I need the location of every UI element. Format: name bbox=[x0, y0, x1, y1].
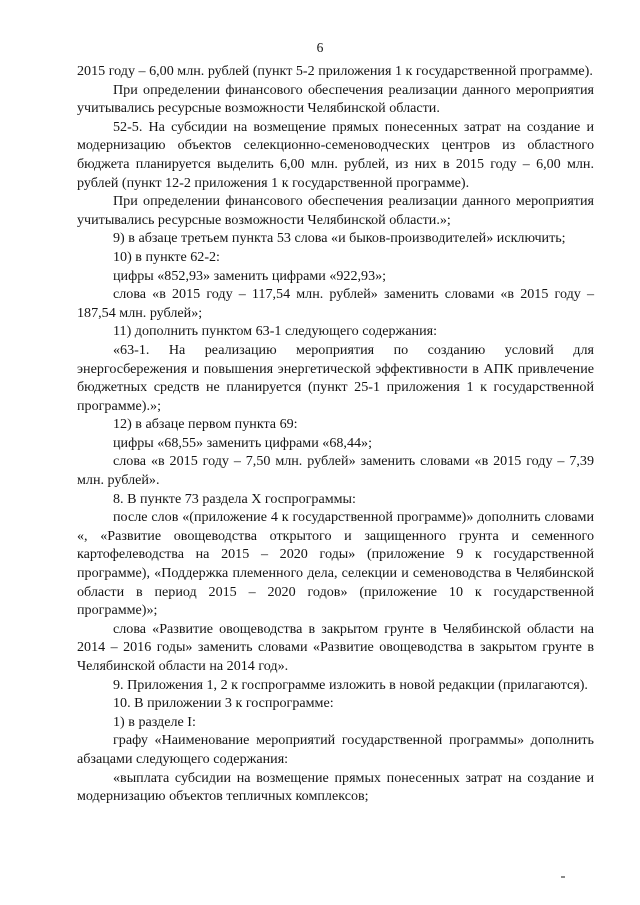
paragraph: «выплата субсидии на возмещение прямых понесенных затрат на создание и модернизацию объектов тепличных комплексов; bbox=[77, 769, 594, 805]
paragraph: графу «Наименование мероприятий государственной программы» дополнить абзацами следующего содержания: bbox=[77, 732, 594, 767]
paragraph: 2015 году – 6,00 млн. рублей (пункт 5-2 приложения 1 к государственной программе). bbox=[77, 63, 593, 79]
paragraph: 12) в абзаце первом пункта 69: bbox=[113, 416, 298, 433]
paragraph: 1) в разделе I: bbox=[113, 713, 196, 730]
paragraph: «63-1. На реализацию мероприятия по созданию условий для энергосбережения и повышения энергетической эффективности в АПК привлечение бюджетных средств не планируется (пункт 25-1 приложения 1 к государственной программе).»; bbox=[77, 341, 594, 414]
paragraph: после слов «(приложение 4 к государственной программе)» дополнить словами «, «Развитие овощеводства открытого и защищенного грунта и семенного картофелеводства на 2015 – 2020 годы» (приложение 9 к государственной программе), «Поддержка племенного дела, селекции и семеноводства в Челябинской области в период 2015 – 2020 годов» (приложение 10 к государственной программе)»; bbox=[77, 509, 594, 619]
paragraph: 9. Приложения 1, 2 к госпрограмме изложить в новой редакции (прилагаются). bbox=[113, 676, 588, 693]
page-number: 6 bbox=[316, 40, 324, 55]
paragraph: 8. В пункте 73 раздела X госпрограммы: bbox=[113, 490, 356, 507]
paragraph: При определении финансового обеспечения реализации данного мероприятия учитывались ресурсные возможности Челябинской области.»; bbox=[77, 193, 594, 228]
paragraph: слова «в 2015 году – 117,54 млн. рублей» заменить словами «в 2015 году – 187,54 млн. рублей»; bbox=[77, 286, 594, 321]
paragraph: При определении финансового обеспечения реализации данного мероприятия учитывались ресурсные возможности Челябинской области. bbox=[77, 81, 594, 117]
scan-artifact bbox=[561, 876, 565, 878]
paragraph: 9) в абзаце третьем пункта 53 слова «и быков-производителей» исключить; bbox=[113, 230, 566, 247]
paragraph: 10. В приложении 3 к госпрограмме: bbox=[113, 695, 334, 712]
paragraph: 11) дополнить пунктом 63-1 следующего содержания: bbox=[113, 323, 438, 340]
paragraph: цифры «68,55» заменить цифрами «68,44»; bbox=[113, 434, 373, 451]
paragraph: слова «в 2015 году – 7,50 млн. рублей» заменить словами «в 2015 году – 7,39 млн. рублей». bbox=[77, 453, 594, 489]
paragraph: 52-5. На субсидии на возмещение прямых понесенных затрат на создание и модернизацию объектов селекционно-семеноводческих центров из областного бюджета планируется выделить 6,00 млн. рублей, из них в 2015 году – 6,00 млн. рублей (пункт 12-2 приложения 1 к государственной программе). bbox=[77, 118, 594, 191]
paragraph: слова «Развитие овощеводства в закрытом грунте в Челябинской области на 2014 – 2016 годы» заменить словами «Развитие овощеводства в закрытом грунте в Челябинской области на 2014 год». bbox=[77, 620, 594, 674]
paragraph: цифры «852,93» заменить цифрами «922,93»; bbox=[113, 267, 387, 284]
document-body bbox=[77, 62, 594, 806]
paragraph: 10) в пункте 62-2: bbox=[113, 248, 220, 265]
